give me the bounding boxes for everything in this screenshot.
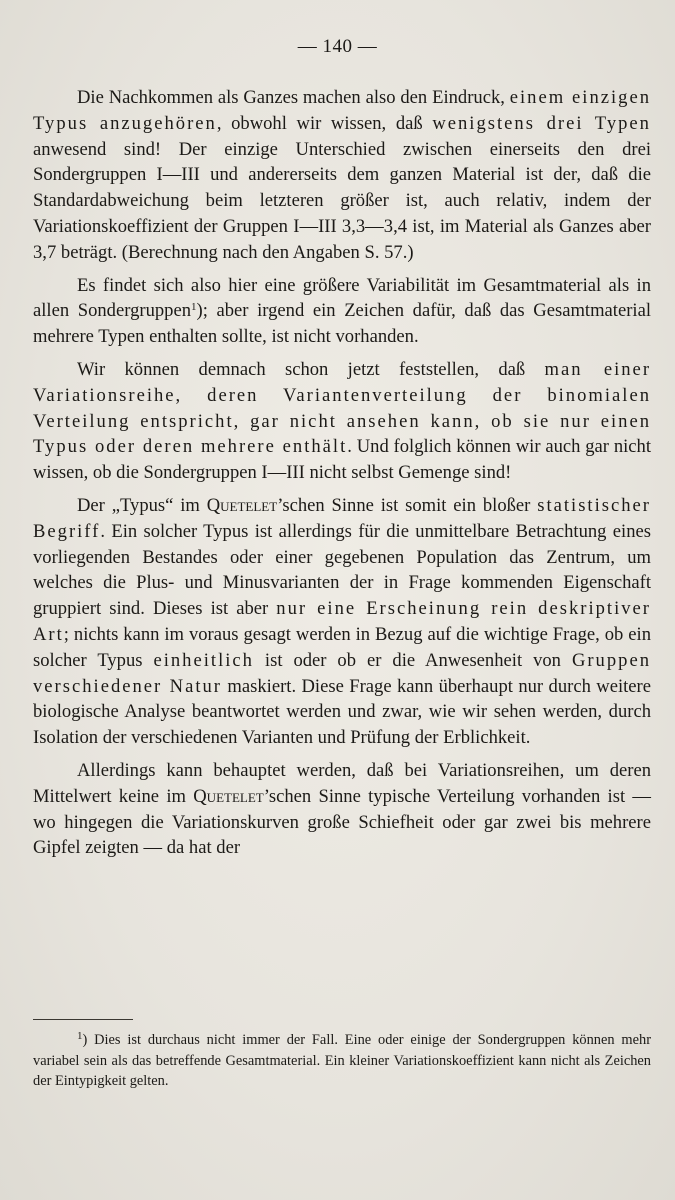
- footnote-marker: 1: [77, 1030, 83, 1042]
- paragraph-5: [33, 758, 651, 861]
- footnote-divider: [33, 1019, 133, 1020]
- emphasized-text: nur eine Erscheinung rein deskriptiver Art: [33, 598, 651, 645]
- emphasized-text: statistischer Begriff: [33, 494, 651, 542]
- text-run: maskiert. Diese Frage kann überhaupt nur durch weitere biologische Analyse beantwortet werden und zwar, wie wir sehen werden, durch Isolation der verschiedenen Varianten und Prüfung der Erblichkeit.: [33, 675, 651, 749]
- author-name: Quetelet: [193, 785, 264, 807]
- text-run: anwesend sind! Der einzige Unterschied zwischen einerseits den drei Sondergruppen I—III und andererseits dem ganzen Material ist der, daß die Standardabweichung beim letzteren größer ist, auch relativ, indem der Variationskoeffizient der Gruppen I—III 3,3—3,4 ist, im Material als Ganzes aber 3,7 beträgt. (Berechnung nach den Angaben S. 57.): [33, 138, 651, 263]
- text-run: ; nichts kann im voraus gesagt werden in Bezug auf die wichtige Frage, ob ein solcher Typus: [33, 623, 651, 671]
- emphasized-text: man einer Variationsreihe, deren Variantenverteilung der binomialen Verteilung entspricht, gar nicht ansehen kann, ob sie nur einen Typus oder deren mehrere enthält: [33, 358, 652, 458]
- paragraph-1: [33, 85, 651, 266]
- paragraph-3: [33, 357, 651, 486]
- footnote-text: [33, 1030, 651, 1092]
- text-run: , obwohl wir wissen, daß: [216, 112, 433, 134]
- text-run: ’schen Sinne typische Verteilung vorhanden ist — wo hingegen die Variationskurven große Schiefheit oder gar zwei bis mehrere Gipfel zeigten — da hat der: [33, 785, 652, 859]
- author-name: Quetelet: [206, 494, 278, 516]
- text-run: ); aber irgend ein Zeichen dafür, daß das Gesamtmaterial mehrere Typen enthalten sollte, ist nicht vorhanden.: [33, 300, 651, 348]
- page-number: — 140 —: [297, 36, 378, 57]
- paragraph-2: [33, 273, 651, 350]
- text-run: Der „Typus“ im: [77, 494, 207, 516]
- text-run: Die Nachkommen als Ganzes machen also den Eindruck,: [77, 87, 510, 108]
- footnote-reference: 1: [191, 301, 197, 314]
- text-run: Es findet sich also hier eine größere Variabilität im Gesamtmaterial als in allen Sondergruppen: [33, 274, 651, 322]
- footnote: [33, 1030, 651, 1092]
- text-run: . Ein solcher Typus ist allerdings für die unmittelbare Betrachtung eines vorliegenden Bestandes oder einer gegebenen Population das Zentrum, um welches die Plus- und Minusvarianten der in Frage kommenden Eigenschaft gruppiert sind. Dieses ist aber: [33, 520, 651, 620]
- text-run: ist oder ob er die Anwesenheit von: [253, 649, 572, 671]
- body-text: [33, 85, 651, 868]
- paragraph-4: [33, 493, 651, 751]
- text-run: Wir können demnach schon jetzt feststellen, daß: [77, 358, 545, 380]
- text-run: ’schen Sinne ist somit ein bloßer: [277, 494, 538, 516]
- text-run: . Und folglich können wir auch gar nicht wissen, ob die Sondergruppen I—III nicht selbst Gemenge sind!: [33, 436, 651, 484]
- emphasized-text: einheitlich: [153, 649, 254, 671]
- emphasized-text: wenigstens drei Typen: [432, 112, 651, 134]
- text-run: Allerdings kann behauptet werden, daß bei Variationsreihen, um deren Mittelwert keine im: [33, 759, 651, 807]
- emphasized-text: einem einzigen Typus anzugehören: [33, 87, 652, 134]
- footnote-body: ) Dies ist durchaus nicht immer der Fall. Eine oder einige der Sondergruppen können mehr variabel sein als das betreffende Gesamtmaterial. Ein kleiner Variationskoeffizient kann nicht als Zeichen der Eintypigkeit gelten.: [33, 1032, 651, 1090]
- emphasized-text: Gruppen verschiedener Natur: [33, 649, 651, 697]
